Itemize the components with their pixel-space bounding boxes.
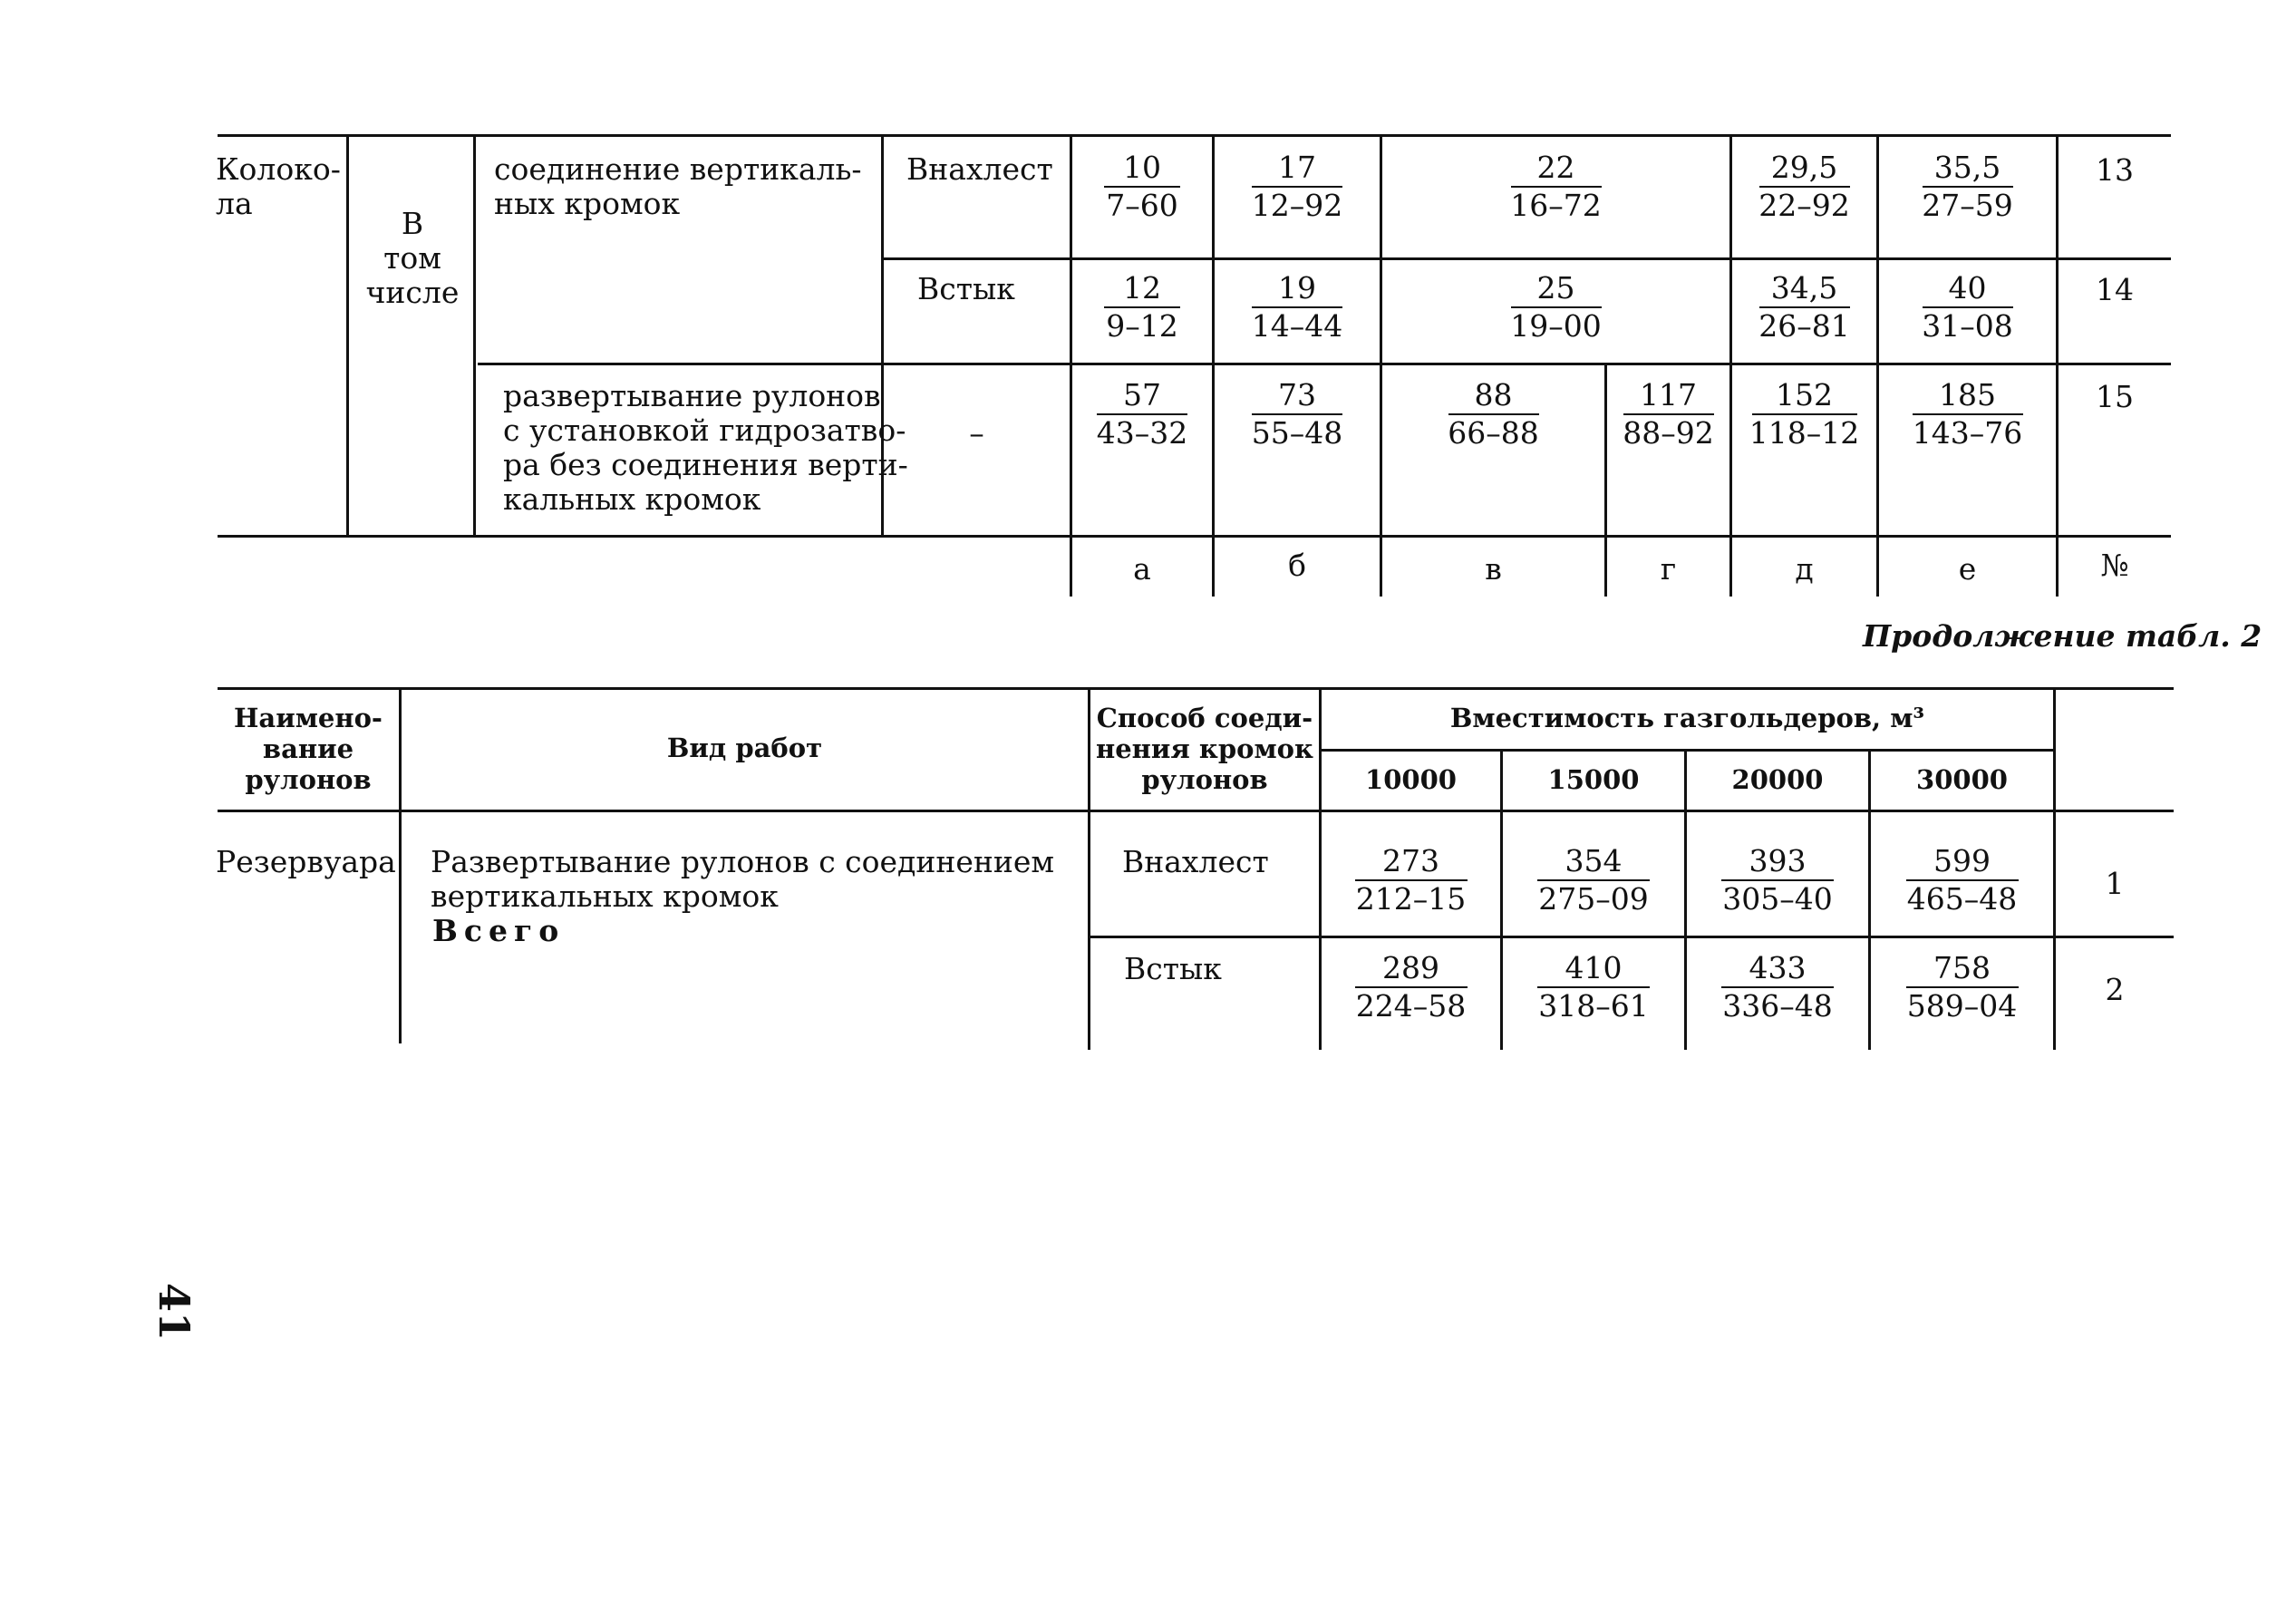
col-rule (346, 134, 349, 535)
work-label: соединение вертикаль- ных кромок (494, 151, 862, 221)
page-number: 41 (150, 1282, 199, 1342)
table-caption: Продолжение табл. 2 (1863, 618, 2262, 654)
value-fraction: 34,5 26–81 (1758, 270, 1850, 344)
value-fraction: 152 118–12 (1749, 377, 1860, 451)
header-capacity-value: 15000 (1547, 764, 1640, 795)
method-label: Внахлест (1122, 844, 1269, 879)
column-letter: г (1660, 551, 1677, 587)
value-fraction: 88 66–88 (1448, 377, 1539, 451)
column-letter: в (1485, 551, 1502, 587)
value-fraction: 29,5 22–92 (1758, 150, 1850, 223)
value-fraction: 10 7–60 (1072, 150, 1212, 224)
value-fraction: 25 19–00 (1510, 270, 1602, 344)
row-rule (478, 363, 2171, 365)
row-number: 15 (2096, 379, 2134, 414)
row-rule (1090, 936, 2174, 938)
work-description: Развертывание рулонов с соединением (431, 844, 1055, 879)
header-name: Наимено- вание рулонов (234, 703, 383, 795)
header-capacity: Вместимость газгольдеров, м³ (1449, 703, 1925, 733)
value-fraction: 57 43–32 (1096, 377, 1188, 451)
row-number: 14 (2096, 272, 2134, 307)
header-capacity-value: 10000 (1365, 764, 1457, 795)
value-fraction: 40 31–08 (1922, 270, 2013, 344)
value-fraction: 185 143–76 (1912, 377, 2023, 451)
value-fraction: 22 16–72 (1510, 150, 1602, 223)
value-fraction: 12 9–12 (1072, 270, 1212, 344)
work-label: развертывание рулонов с установкой гидрозатво- ра без соединения верти- кальных кромок (503, 378, 908, 517)
header-method: Способ соеди- нения кромок рулонов (1096, 703, 1313, 795)
method-label: – (969, 415, 984, 451)
value-fraction: 354 275–09 (1538, 843, 1649, 917)
method-label: Встык (1124, 951, 1222, 986)
column-letter: а (1133, 551, 1151, 587)
value-fraction: 17 12–92 (1251, 150, 1343, 223)
value-fraction: 19 14–44 (1251, 270, 1343, 344)
header-rule (218, 810, 2174, 812)
value-fraction: 758 589–04 (1906, 950, 2018, 1024)
column-letter: е (1958, 551, 1977, 587)
value-fraction: 73 55–48 (1251, 377, 1343, 451)
work-total-label: Всего (432, 913, 566, 948)
top-rule (218, 687, 2174, 690)
method-label: Внахлест (906, 151, 1053, 187)
col-rule (2056, 134, 2059, 597)
value-fraction: 433 336–48 (1722, 950, 1833, 1024)
row-number: 2 (2105, 972, 2125, 1007)
column-letter: № (2100, 548, 2129, 583)
subgroup-label: В том числе (365, 206, 460, 310)
column-letter: д (1795, 551, 1814, 587)
row-rule (884, 257, 2171, 260)
row-number: 13 (2096, 152, 2134, 188)
value-fraction: 393 305–40 (1722, 843, 1833, 917)
col-rule (473, 134, 476, 535)
value-fraction: 35,5 27–59 (1922, 150, 2013, 223)
group-label: Колоко- ла (216, 151, 341, 221)
header-capacity-value: 20000 (1731, 764, 1824, 795)
column-letter: б (1288, 548, 1306, 583)
header-capacity-value: 30000 (1916, 764, 2008, 795)
header-work: Вид работ (666, 733, 823, 763)
value-fraction: 289 224–58 (1355, 950, 1467, 1024)
sub-rule (1322, 749, 2056, 752)
value-fraction: 273 212–15 (1355, 843, 1467, 917)
value-fraction: 117 88–92 (1623, 377, 1714, 451)
value-fraction: 410 318–61 (1538, 950, 1649, 1024)
roll-name: Резервуара (216, 844, 396, 879)
value-fraction: 599 465–48 (1906, 843, 2018, 917)
method-label: Встык (917, 271, 1015, 306)
work-description: вертикальных кромок (431, 878, 779, 914)
row-number: 1 (2105, 866, 2125, 901)
